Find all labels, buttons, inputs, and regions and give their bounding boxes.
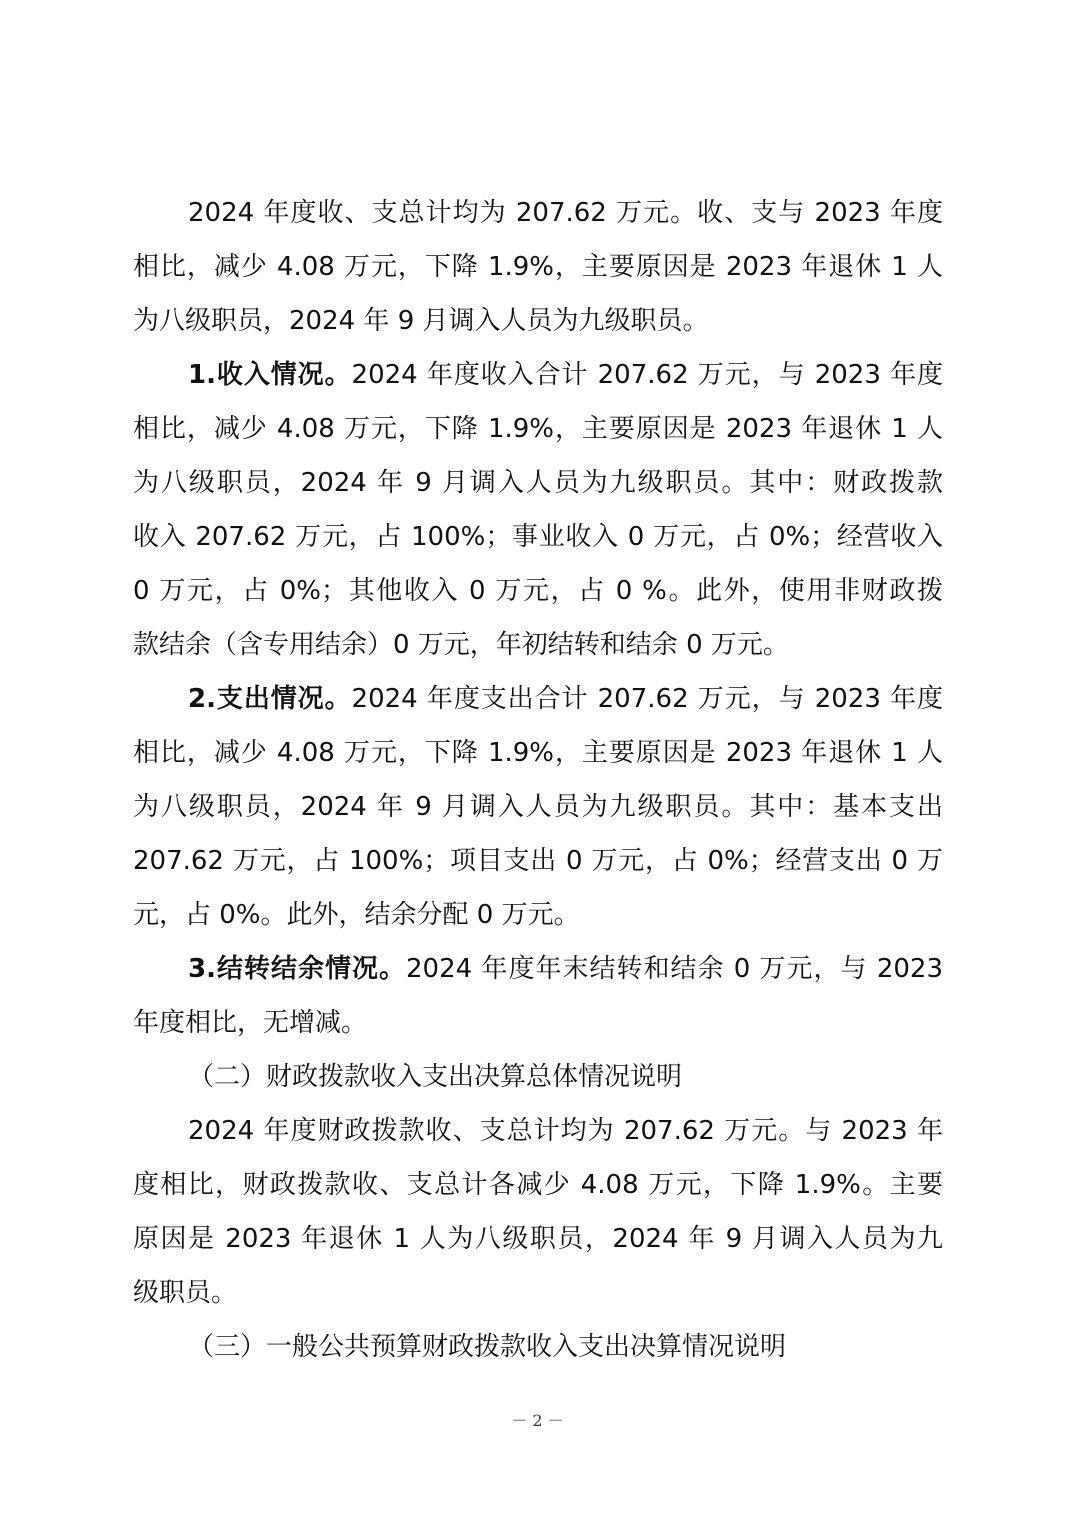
paragraph-line: 度相比，财政拨款收、支总计各减少 4.08 万元，下降 1.9%。主要 [133,1170,943,1200]
section-heading-expense: 2.支出情况。 [188,684,352,714]
paragraph-text: 2024 年度收入合计 207.62 万元，与 2023 年度 [351,360,943,390]
paragraph-line: 0 万元，占 0%；其他收入 0 万元，占 0 %。此外，使用非财政拨 [133,576,943,606]
paragraph-line [188,672,943,726]
paragraph-line [188,942,943,996]
paragraph-line [188,348,943,402]
section-heading-balance: 3.结转结余情况。 [188,954,406,984]
paragraph-line: 相比，减少 4.08 万元，下降 1.9%，主要原因是 2023 年退休 1 人 [133,414,943,444]
paragraph-line: 款结余（含专用结余）0 万元，年初结转和结余 0 万元。 [133,630,789,660]
paragraph-line: 207.62 万元，占 100%；项目支出 0 万元，占 0%；经营支出 0 万 [133,846,943,876]
paragraph-line: 为八级职员，2024 年 9 月调入人员为九级职员。其中：财政拨款 [133,468,943,498]
paragraph-line: 相比，减少 4.08 万元，下降 1.9%，主要原因是 2023 年退休 1 人 [133,738,943,768]
section-heading-income: 1.收入情况。 [188,360,352,390]
paragraph-line: 2024 年度收、支总计均为 207.62 万元。收、支与 2023 年度 [188,198,943,228]
paragraph-line: 年度相比，无增减。 [133,1008,368,1038]
paragraph-line: 元，占 0%。此外，结余分配 0 万元。 [133,900,580,930]
paragraph-line: 级职员。 [133,1278,238,1308]
paragraph-text: 2024 年度支出合计 207.62 万元，与 2023 年度 [351,684,943,714]
paragraph-line: 原因是 2023 年退休 1 人为八级职员，2024 年 9 月调入人员为九 [133,1224,943,1254]
paragraph-line: 2024 年度财政拨款收、支总计均为 207.62 万元。与 2023 年 [188,1116,943,1146]
paragraph-line: 为八级职员，2024 年 9 月调入人员为九级职员。其中：基本支出 [133,792,943,822]
section-heading-3: （三）一般公共预算财政拨款收入支出决算情况说明 [188,1332,787,1362]
paragraph-line: 收入 207.62 万元，占 100%；事业收入 0 万元，占 0%；经营收入 [133,522,943,552]
page-number: － 2 － [511,1411,564,1430]
paragraph-line: 相比，减少 4.08 万元，下降 1.9%，主要原因是 2023 年退休 1 人 [133,252,943,282]
paragraph-line: 为八级职员，2024 年 9 月调入人员为九级职员。 [133,306,709,336]
paragraph-text: 2024 年度年末结转和结余 0 万元，与 2023 [406,954,944,984]
section-heading-2: （二）财政拨款收入支出决算总体情况说明 [188,1062,683,1092]
